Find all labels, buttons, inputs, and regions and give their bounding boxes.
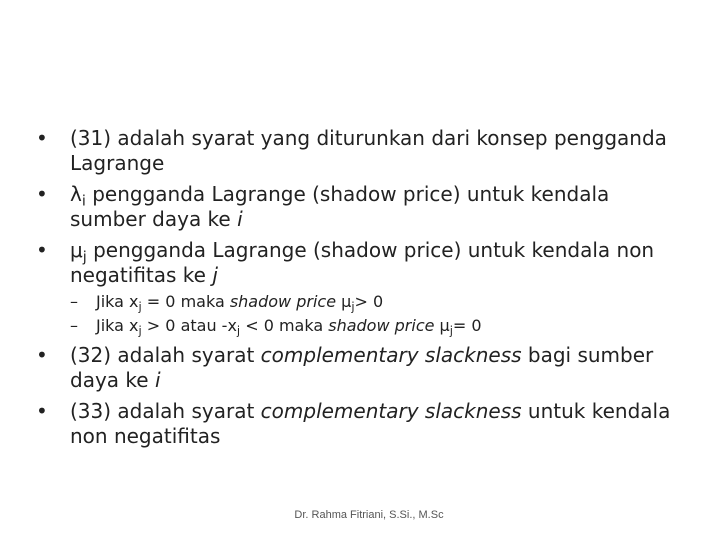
subscript: j [449,323,453,338]
bullet-text: untuk kendala non negatifitas [70,399,671,448]
italic-index: i [154,368,161,392]
italic-term: complementary slackness [260,343,522,367]
bullet-marker: • [36,126,48,150]
sub-bullet-text: = 0 maka [141,292,230,311]
greek-symbol: μ [70,238,83,262]
subscript: j [138,323,142,338]
italic-term: shadow price [229,292,337,311]
subscript: j [82,249,87,266]
sub-bullet-marker: – [70,316,78,335]
sub-bullet-text: Jika x [96,316,139,335]
subscript: i [81,193,86,210]
sub-bullet-text: > 0 [354,292,384,311]
bullet-text: pengganda Lagrange (shadow price) untuk kendala non negatifitas ke [70,238,655,287]
italic-term: shadow price [328,316,435,335]
sub-bullet-text: = 0 [452,316,482,335]
subscript: j [236,323,241,338]
bullet-marker: • [36,399,48,423]
bullet-text: (32) adalah syarat [70,343,261,367]
sub-bullet-text: > 0 atau -x [141,316,237,335]
subscript: j [138,299,142,314]
bullet-text: (33) adalah syarat [70,399,261,423]
bullet-text: bagi sumber daya ke [70,343,654,392]
bullet-item [36,399,676,449]
subscript: j [351,299,355,314]
italic-index: j [212,263,218,287]
bullet-marker: • [36,238,48,262]
sub-bullet-item [36,292,676,312]
bullet-item [36,238,676,288]
sub-bullet-text: Jika x [96,292,139,311]
bullet-item [36,343,676,393]
sub-bullet-item [36,316,676,336]
sub-bullet-text: μ [434,316,450,335]
sub-bullet-text: μ [336,292,352,311]
footer-author: Dr. Rahma Fitriani, S.Si., M.Sc [294,509,444,521]
italic-term: complementary slackness [260,399,522,423]
bullet-marker: • [36,182,48,206]
sub-bullet-marker: – [70,292,78,311]
bullet-list [36,126,676,449]
bullet-item [36,182,676,232]
bullet-item [36,126,676,176]
bullet-text: (31) adalah syarat yang diturunkan dari konsep pengganda Lagrange [70,126,667,175]
sub-bullet-text: < 0 maka [240,316,329,335]
bullet-marker: • [36,343,48,367]
bullet-text: pengganda Lagrange (shadow price) untuk kendala sumber daya ke [70,182,610,231]
italic-index: i [237,207,243,231]
greek-symbol: λ [70,182,82,206]
